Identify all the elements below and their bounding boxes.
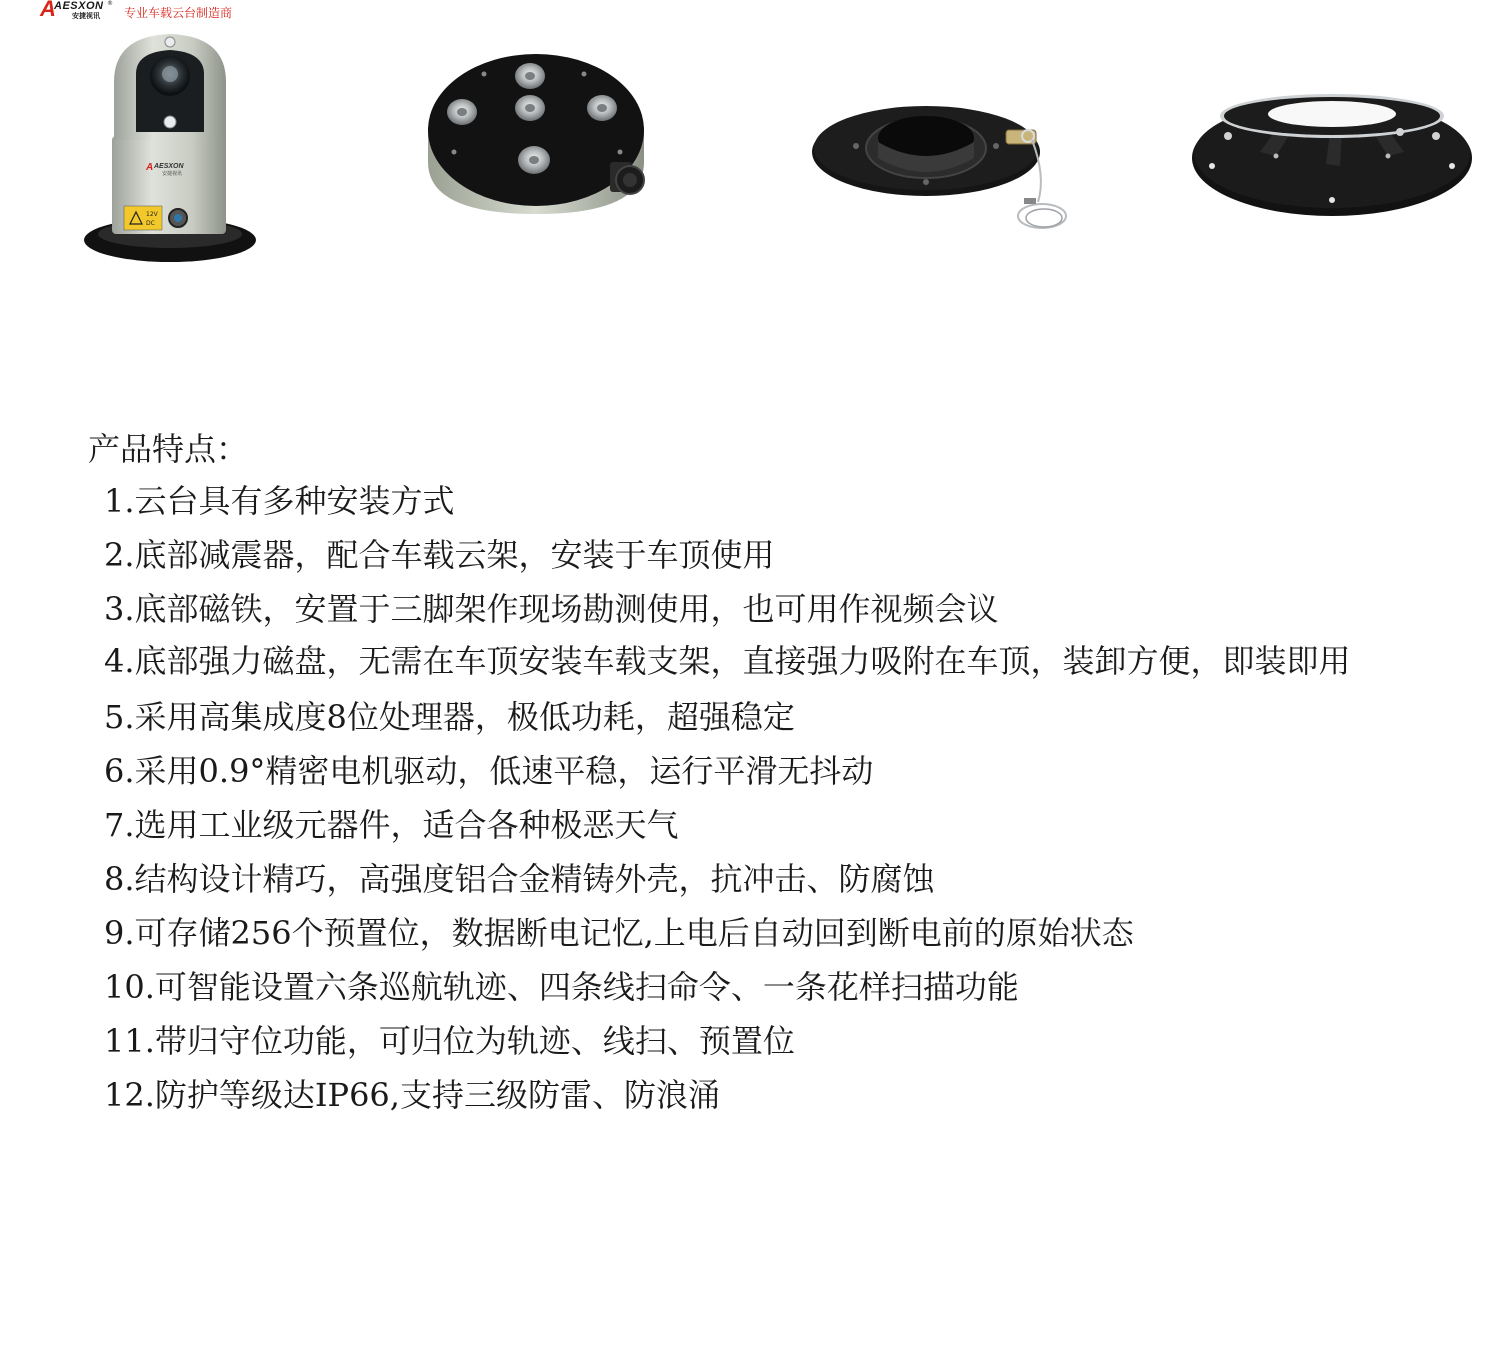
feature-list: [88, 474, 1448, 1122]
shock-absorber-mount-image: [810, 86, 1082, 246]
feature-item: 2.底部减震器，配合车载云架，安装于车顶使用: [104, 536, 775, 574]
feature-item: 6.采用0.9°精密电机驱动，低速平稳，运行平滑无抖动: [104, 752, 874, 790]
magnetic-base-icon: [424, 52, 660, 220]
feature-item: 4.底部强力磁盘，无需在车顶安装车载支架，直接强力吸附在车顶，装卸方便，即装即用: [104, 642, 1351, 680]
svg-text:安捷视讯: 安捷视讯: [162, 171, 183, 177]
vehicle-bracket-image: [1190, 92, 1476, 222]
features-title: 产品特点：: [88, 430, 249, 468]
svg-text:DC: DC: [146, 220, 155, 227]
vehicle-ptz-camera-image: [84, 28, 260, 264]
svg-text:A: A: [146, 162, 154, 173]
feature-item: 12.防护等级达IP66,支持三级防雷、防浪涌: [104, 1076, 720, 1114]
registered-mark: ®: [107, 0, 113, 7]
bracket-plate-icon: [1190, 92, 1476, 222]
magnetic-base-image: [424, 52, 660, 220]
product-images: [0, 0, 1500, 300]
feature-item: 8.结构设计精巧，高强度铝合金精铸外壳，抗冲击、防腐蚀: [104, 860, 935, 898]
mount-ring-icon: [810, 86, 1082, 246]
logo-mark-icon: A: [40, 0, 56, 21]
feature-item: 5.采用高集成度8位处理器，极低功耗，超强稳定: [104, 698, 795, 736]
product-features: [88, 428, 1448, 1122]
feature-item: 7.选用工业级元器件，适合各种极恶天气: [104, 806, 679, 844]
feature-item: 9.可存储256个预置位，数据断电记忆,上电后自动回到断电前的原始状态: [104, 914, 1134, 952]
brand-tagline: 专业车载云台制造商: [124, 6, 233, 20]
logo-chinese-name: 安捷视讯: [72, 12, 100, 20]
feature-item: 3.底部磁铁，安置于三脚架作现场勘测使用，也可用作视频会议: [104, 590, 999, 628]
svg-text:AESXON: AESXON: [154, 163, 184, 170]
ptz-camera-icon: [84, 28, 260, 264]
feature-item: 1.云台具有多种安装方式: [104, 482, 455, 520]
feature-item: 11.带归守位功能，可归位为轨迹、线扫、预置位: [104, 1022, 795, 1060]
logo-wordmark: AESXON: [54, 0, 104, 12]
feature-item: 10.可智能设置六条巡航轨迹、四条线扫命令、一条花样扫描功能: [104, 968, 1019, 1006]
svg-text:12V: 12V: [146, 211, 158, 218]
